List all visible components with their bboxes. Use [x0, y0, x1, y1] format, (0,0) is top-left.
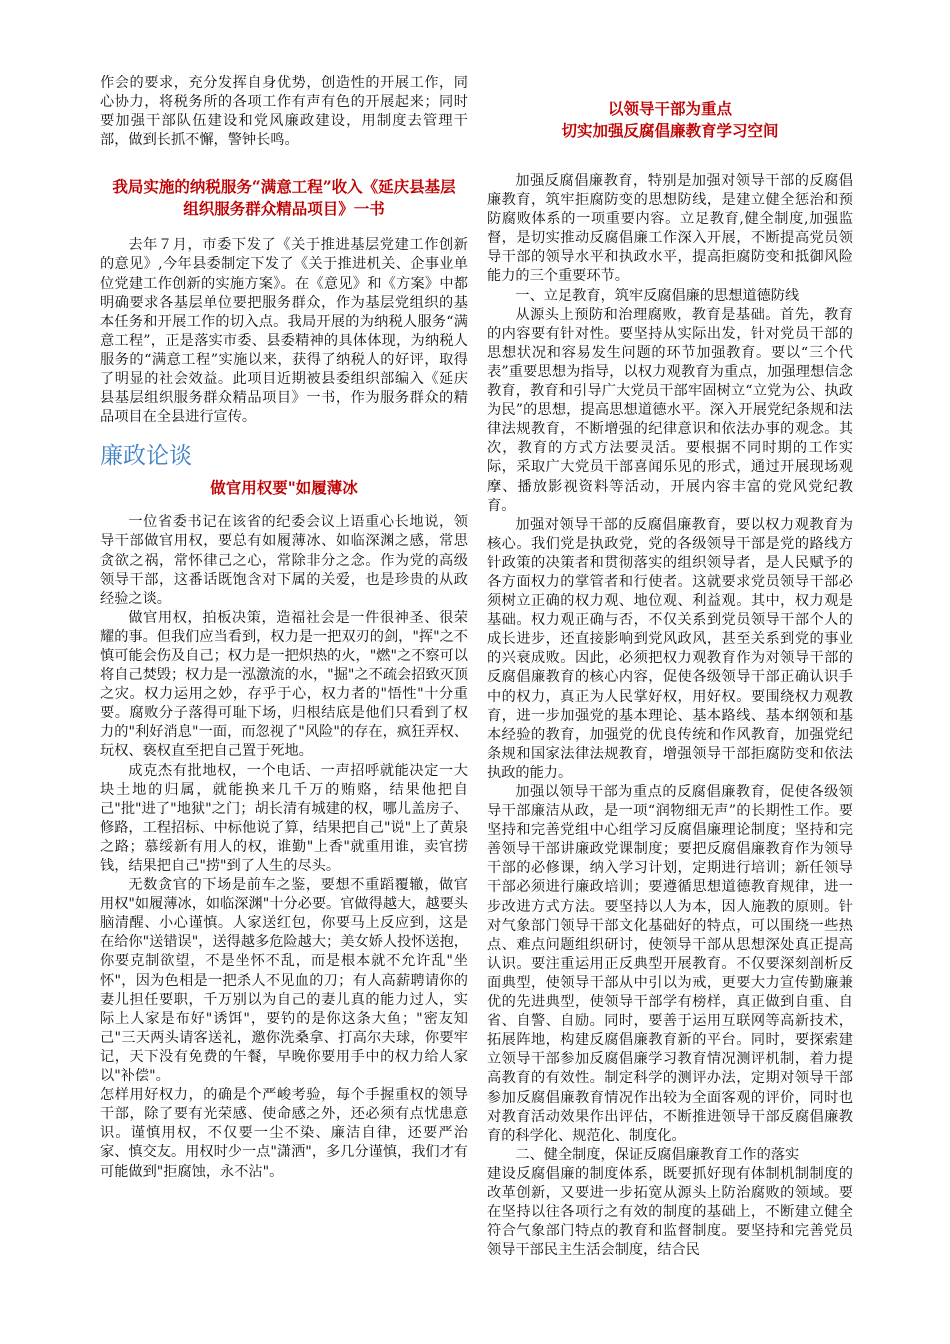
article2-title: 做官用权要"如履薄冰	[210, 478, 358, 498]
closing-paragraph: 怎样用好权力，的确是个严峻考验，每个手握重权的领导干部，除了要有光荣感、使命感之外，还必须有点忧患意识。谨慎用权，不仅要一尘不染、廉洁自律，还要严治家、慎交友。用权时少一点"潇洒"，多几分谨慎，我们才有可能做到"拒腐蚀，永不沾"。	[100, 1087, 468, 1180]
right-subheading: 一、立足教育，筑牢反腐倡廉的思想道德防线	[515, 287, 800, 304]
right-paragraph: 建设反腐倡廉的制度体系，既要抓好现有体制机制制度的改革创新，又要进一步拓宽从源头上防治腐败的领域。要在坚持以往各项行之有效的制度的基础上，不断建立健全符合气象部门特点的教育和监督制度。要坚持和完善党员领导干部民主生活会制度，结合民	[487, 1165, 853, 1259]
intro-paragraph: 作会的要求，充分发挥自身优势，创造性的开展工作，同心协力，将税务所的各项工作有声有色的开展起来；同时要加强干部队伍建设和党风廉政建设，用制度去管理干部，做到长抓不懈，警钟长鸣。	[100, 75, 468, 149]
right-column	[487, 74, 853, 1260]
right-title-line1: 以领导干部为重点	[607, 99, 732, 118]
right-paragraph: 加强反腐倡廉教育，特别是加强对领导干部的反腐倡廉教育，筑牢拒腐防变的思想防线，是建立健全惩治和预防腐败体系的一项重要内容。立足教育,健全制度,加强监督，是切实推动反腐倡廉工作深入开展，不断提高党员领导干部的领导水平和执政水平，提高拒腐防变和抵御风险能力的三个重要环节。	[487, 173, 853, 285]
article1-paragraph: 去年７月，市委下发了《关于推进基层党建工作创新的意见》,今年县委制定下发了《关于推进机关、企事业单位党建工作创新的实施方案》。在《意见》和《方案》中都明确要求各基层单位要把服务群众，作为基层党组织的基本任务和开展工作的切入点。我局开展的为纳税人服务“满意工程”，正是落实市委、县委精神的具体体现，为纳税人服务的“满意工程”实施以来，获得了纳税人的好评，取得了明显的社会效益。此项目近期被县委组织部编入《延庆县基层组织服务群众精品项目》一书，作为服务群众的精品项目在全县进行宣传。	[100, 237, 468, 426]
right-paragraph: 从源头上预防和治理腐败，教育是基础。首先，教育的内容要有针对性。要坚持从实际出发，针对党员干部的思想状况和容易发生问题的环节加强教育。要以“三个代表”重要思想为指导，以权力观教育为重点，加强理想信念教育，教育和引导广大党员干部牢固树立“立党为公、执政为民”的思想，提高思想道德水平。深入开展党纪条规和法律法规教育，不断增强的纪律意识和依法办事的观念。其次，教育的方式方法要灵活。要根据不同时期的工作实际，采取广大党员干部喜闻乐见的形式，通过开展现场观摩、播放影视资料等活动，开展内容丰富的党风党纪教育。	[487, 306, 853, 514]
article2-paragraph: 成克杰有批地权，一个电话、一声招呼就能决定一大块土地的归属，就能换来几千万的贿赂，结果他把自己"批"进了"地狱"之门；胡长清有城建的权，哪儿盖房子、修路，工程招标、中标他说了算，结果把自己"说"上了黄泉之路；慕绥新有用人的权，谁勤"上香"就重用谁，卖官捞钱，结果把自己"捞"到了人生的尽头。	[100, 762, 468, 874]
article2-paragraph: 无数贪官的下场是前车之鉴，要想不重蹈覆辙，做官用权"如履薄冰，如临深渊"十分必要。官做得越大，越要头脑清醒、小心谨慎。人家送红包，你要马上反应到，这是在给你"送错误"，送得越多危险越大；美女娇人投怀送抱，你要克制欲望，不是坐怀不乱，而是根本就不允许乱"坐怀"，因为色相是一把杀人不见血的刀；有人高薪聘请你的妻儿担任要职，千万别以为自己的妻儿真的能力过人，实际上人家是布好"诱饵"，要钓的是你这条大鱼；"密友知己"三天两头请客送礼，邀你洗桑拿、打高尔夫球，你要牢记，天下没有免费的午餐，早晚你要用手中的权力给人家以"补偿"。	[100, 877, 468, 1085]
right-subheading: 二、健全制度，保证反腐倡廉教育工作的落实	[515, 1146, 800, 1163]
article1-title: 我局实施的纳税服务“满意工程”收入《延庆县基层组织服务群众精品项目》一书	[112, 177, 456, 219]
section-heading: 廉政论谈	[100, 443, 192, 470]
right-paragraph: 加强对领导干部的反腐倡廉教育，要以权力观教育为核心。我们党是执政党，党的各级领导干部是党的路线方针政策的决策者和贯彻落实的组织领导者，是人民赋予的各方面权力的掌管者和行使者。这就要求党员领导干部必须树立正确的权力观、地位观、利益观。其中，权力观是基础。权力观正确与否，不仅关系到党员领导干部个人的成长进步，还直接影响到党风政风，甚至关系到党的事业的兴衰成败。因此，必须把权力观教育作为对领导干部的反腐倡廉教育的核心内容，促使各级领导干部正确认识手中的权力，真正为人民掌好权，用好权。要围绕权力观教育，进一步加强党的基本理论、基本路线、基本纲领和基本经验的教育，加强党的优良传统和作风教育，加强党纪条规和国家法律法规教育，增强领导干部拒腐防变和依法执政的能力。	[487, 516, 853, 781]
right-title-line2: 切实加强反腐倡廉教育学习空间	[561, 121, 779, 140]
article2-paragraph: 做官用权，拍板决策，造福社会是一件很神圣、很荣耀的事。但我们应当看到，权力是一把双刃的剑，"挥"之不慎可能会伤及自己；权力是一把炽热的火，"燃"之不察可以将自己焚毁；权力是一泓激流的水，"掘"之不疏会招致灭顶之灾。权力运用之妙，存乎于心，权力者的"悟性"十分重要。腐败分子落得可耻下场，归根结底是他们只看到了权力的"利好消息"一面，而忽视了"风险"的存在，疯狂弄权、玩权、亵权直至把自己置于死地。	[100, 609, 468, 760]
article2-paragraph: 一位省委书记在该省的纪委会议上语重心长地说，领导干部做官用权，要总有如履薄冰、如临深渊之感，常思贪欲之祸，常怀律己之心，常除非分之念。作为党的高级领导干部，这番话既饱含对下属的关爱，也是珍贵的从政经验之谈。	[100, 514, 468, 607]
right-paragraph: 加强以领导干部为重点的反腐倡廉教育，促使各级领导干部廉洁从政，是一项“润物细无声”的长期性工作。要坚持和完善党组中心组学习反腐倡廉理论制度；坚持和完善领导干部讲廉政党课制度；要把反腐倡廉教育作为领导干部的必修课，纳入学习计划，定期进行培训；新任领导干部必须进行廉政培训；要遵循思想道德教育规律，进一步改进方式方法。要坚持以人为本，因人施教的原则。针对气象部门领导干部文化基础好的特点，可以围绕一些热点、难点问题组织研讨，使领导干部从思想深处真正提高认识。要注重运用正反典型开展教育。不仅要深刻剖析反面典型，使领导干部从中引以为戒，更要大力宣传勤廉兼优的先进典型，使领导干部学有榜样，真正做到自重、自省、自警、自励。同时，要善于运用互联网等高新技术，拓展阵地，构建反腐倡廉教育新的平台。同时，要探索建立领导干部参加反腐倡廉学习教育情况测评机制，着力提高教育的有效性。制定科学的测评办法，定期对领导干部参加反腐倡廉教育情况作出较为全面客观的评价，同时也对教育活动效果作出评估，不断推进领导干部反腐倡廉教育的科学化、规范化、制度化。	[487, 784, 853, 1144]
left-column	[100, 74, 468, 1182]
